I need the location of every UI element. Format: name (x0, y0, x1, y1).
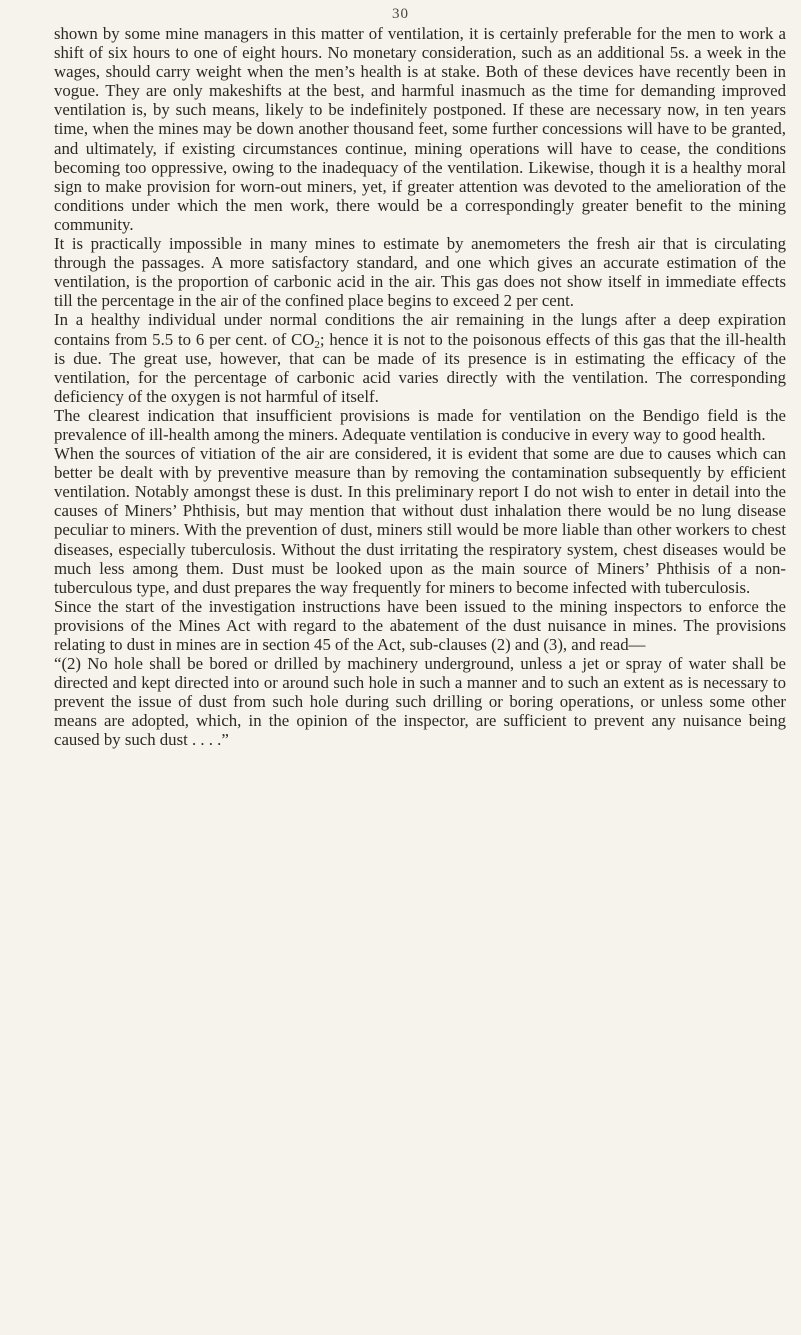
paragraph-bendigo-ill-health: The clearest indication that insufficient provisions is made for ventilation on the Bendigo field is the prevalence of ill-health among the miners. Adequate ventilation is conducive in every way to good health. (54, 405, 786, 444)
co2-subscript: 2 (314, 338, 320, 351)
paragraph-mines-act: Since the start of the investigation instructions have been issued to the mining inspectors to enforce the provisions of the Mines Act with regard to the abatement of the dust nuisance in mines. The provisions relating to dust in mines are in section 45 of the Act, sub-clauses (2) and (3), and read— (54, 596, 786, 654)
body-text (54, 24, 786, 750)
co2-text-after: ; hence it is not to the poisonous effects of this gas that the ill-health is due. The great use, however, that can be made of its presence is in estimating the efficacy of the ventilation, for the percentage of carbonic acid varies directly with the ventilation. The corresponding deficiency of the oxygen is not harmful of itself. (54, 329, 786, 406)
paragraph-ventilation-shifts: shown by some mine managers in this matter of ventilation, it is certainly preferable for the men to work a shift of six hours to one of eight hours. No monetary consideration, such as an additional 5s. a week in the wages, should carry weight when the men’s health is at stake. Both of these devices have recently been in vogue. They are only makeshifts at the best, and harmful inasmuch as the time for demanding improved ventilation is, by such means, likely to be indefinitely postponed. If these are necessary now, in ten years time, when the mines may be down another thousand feet, some further concessions will have to be granted, and ultimately, if existing circumstances continue, mining operations will have to cease, the conditions becoming too oppressive, owing to the inadequacy of the ventilation. Likewise, though it is a healthy moral sign to make provision for worn-out miners, yet, if greater attention was devoted to the amelioration of the conditions under which the men work, there would be a correspondingly greater benefit to the mining community. (54, 24, 786, 234)
paragraph-dust-vitiation: When the sources of vitiation of the air are considered, it is evident that some are due to causes which can better be dealt with by preventive measure than by removing the contamination subsequently by efficient ventilation. Notably amongst these is dust. In this preliminary report I do not wish to enter in detail into the causes of Miners’ Phthisis, but may mention that without dust inhalation there would be no lung disease peculiar to miners. With the prevention of dust, miners still would be more liable than other workers to chest diseases, especially tuberculosis. Without the dust irritating the respiratory system, chest diseases would be much less among them. Dust must be looked upon as the main source of Miners’ Phthisis of a non-tuberculous type, and dust prepares the way frequently for miners to become infected with tuberculosis. (54, 444, 786, 597)
co2-text-before: In a healthy individual under normal conditions the air remaining in the lungs after a deep expiration contains from 5.5 to 6 per cent. of CO (54, 310, 786, 349)
mines-act-quote: “(2) No hole shall be bored or drilled by machinery underground, unless a jet or spray of water shall be directed and kept directed into or around such hole in such a manner and to such an extent as is necessary to prevent the issue of dust from such hole during such drilling or boring operations, or unless some other means are adopted, which, in the opinion of the inspector, are sufficient to prevent any nuisance being caused by such dust . . . .” (54, 654, 786, 750)
paragraph-carbonic-acid-standard: It is practically impossible in many mines to estimate by anemometers the fresh air that is circulating through the passages. A more satisfactory standard, and one which gives an accurate estimation of the ventilation, is the proportion of carbonic acid in the air. This gas does not show itself in immediate effects till the percentage in the air of the confined place begins to exceed 2 per cent. (54, 234, 786, 311)
paragraph-co2-lungs (54, 310, 786, 405)
page-number: 30 (392, 6, 409, 22)
